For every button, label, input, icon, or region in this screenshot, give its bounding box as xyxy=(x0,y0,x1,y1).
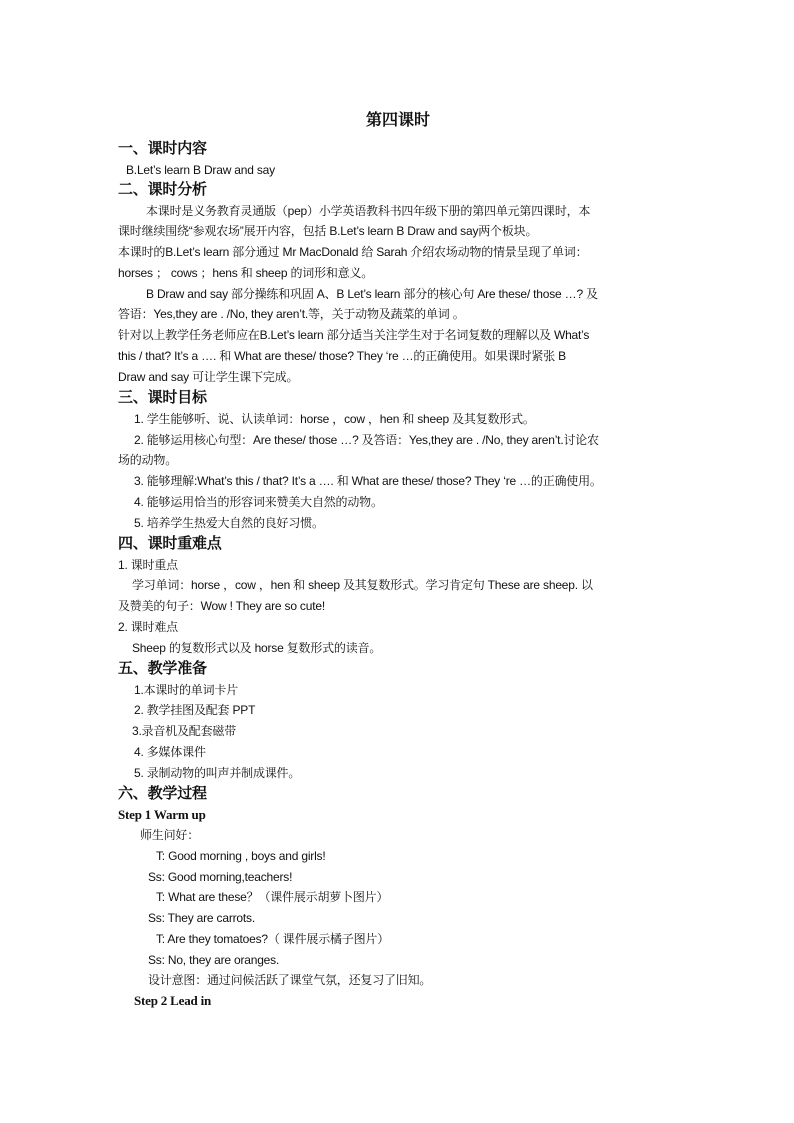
section-heading-analysis: 二、课时分析 xyxy=(118,180,207,198)
list-item: 5. 培养学生热爱大自然的良好习惯。 xyxy=(134,516,324,530)
list-item: 1. 学生能够听、说、认读单词：horse ，cow ，hen 和 sheep 及其复数形式。 xyxy=(134,412,535,426)
page-title: 第四课时 xyxy=(365,110,430,129)
paragraph-line: B Draw and say 部分操练和巩固 A、B Let’s learn 部分的核心句 Are these/ those …? 及 xyxy=(146,287,598,301)
paragraph-line: horses ； cows ；hens 和 sheep 的词形和意义。 xyxy=(118,266,374,280)
list-item: 5. 录制动物的叫声并制成课件。 xyxy=(134,766,301,780)
paragraph-line: Sheep 的复数形式以及 horse 复数形式的读音。 xyxy=(132,641,382,655)
design-intent-line: 设计意图：通过问候活跃了课堂气氛，还复习了旧知。 xyxy=(148,973,432,987)
section-heading-objectives: 三、课时目标 xyxy=(118,388,207,406)
paragraph-line: 课时继续围绕“参观农场”展开内容，包括 B.Let’s learn B Draw and say两个板块。 xyxy=(118,224,538,238)
dialogue-line: T: Good morning , boys and girls! xyxy=(156,849,326,863)
section-heading-process: 六、教学过程 xyxy=(118,784,207,802)
paragraph-line: 本课时是义务教育灵通版（pep）小学英语教科书四年级下册的第四单元第四课时，本 xyxy=(146,204,591,218)
dialogue-line: Ss: Good morning,teachers! xyxy=(148,870,293,884)
step-heading: Step 1 Warm up xyxy=(118,807,206,822)
paragraph-line: 学习单词：horse ，cow ，hen 和 sheep 及其复数形式。学习肯定句 These are sheep. 以 xyxy=(132,578,593,592)
dialogue-line: Ss: They are carrots. xyxy=(148,911,255,925)
subheading: 2. 课时难点 xyxy=(118,620,178,634)
list-item: 4. 多媒体课件 xyxy=(134,745,206,759)
paragraph-line: 答语：Yes,they are . /No, they aren’t.等，关于动物及蔬菜的单词 。 xyxy=(118,307,465,321)
content-line: B.Let’s learn B Draw and say xyxy=(126,163,275,177)
list-item: 3. 能够理解:What’s this / that? It’s a …. 和 What are these/ those? They ‘re …的正确使用。 xyxy=(134,474,602,488)
list-item: 2. 教学挂图及配套 PPT xyxy=(134,703,256,717)
section-heading-key-points: 四、课时重难点 xyxy=(118,534,222,552)
list-item: 1.本课时的单词卡片 xyxy=(134,683,239,697)
paragraph-line: 本课时的B.Let’s learn 部分通过 Mr MacDonald 给 Sarah 介绍农场动物的情景呈现了单词： xyxy=(118,245,588,259)
list-item: 2. 能够运用核心句型：Are these/ those …? 及答语：Yes,they are . /No, they aren’t.讨论农 xyxy=(134,433,599,447)
subheading: 1. 课时重点 xyxy=(118,558,178,572)
paragraph-line: 针对以上教学任务老师应在B.Let’s learn 部分适当关注学生对于名词复数的理解以及 What’s xyxy=(118,328,590,342)
dialogue-line: T: Are they tomatoes?（ 课件展示橘子图片） xyxy=(156,932,389,946)
paragraph-line: 师生问好： xyxy=(140,828,200,842)
list-item: 3.录音机及配套磁带 xyxy=(132,724,237,738)
dialogue-line: T: What are these？（课件展示胡萝卜图片） xyxy=(156,890,389,904)
paragraph-line: this / that? It’s a …. 和 What are these/ those? They ‘re …的正确使用。如果课时紧张 B xyxy=(118,349,566,363)
paragraph-line: Draw and say 可让学生课下完成。 xyxy=(118,370,299,384)
step-heading: Step 2 Lead in xyxy=(134,993,212,1008)
list-item: 4. 能够运用恰当的形容词来赞美大自然的动物。 xyxy=(134,495,383,509)
section-heading-content: 一、课时内容 xyxy=(118,139,207,157)
paragraph-line: 及赞美的句子：Wow ! They are so cute! xyxy=(118,599,325,613)
section-heading-preparation: 五、教学准备 xyxy=(118,659,207,677)
dialogue-line: Ss: No, they are oranges. xyxy=(148,953,280,967)
list-item-continuation: 场的动物。 xyxy=(118,453,178,467)
